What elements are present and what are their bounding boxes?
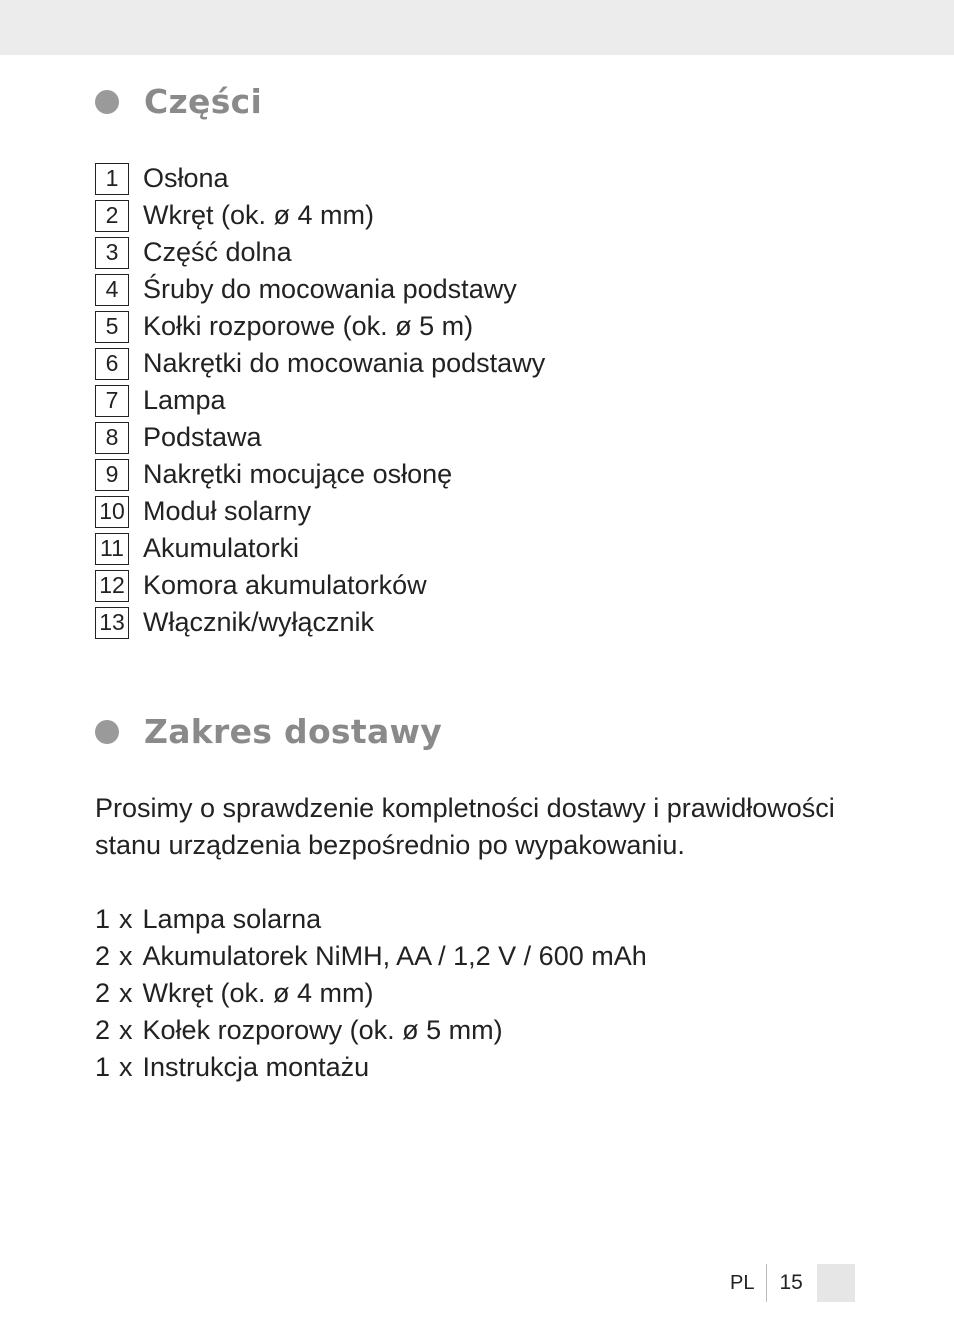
part-label: Osłona	[143, 163, 229, 193]
part-label: Śruby do mocowania podstawy	[143, 274, 517, 304]
list-item	[95, 938, 647, 975]
part-label: Akumulatorki	[143, 533, 300, 563]
part-number: 5	[95, 311, 129, 343]
item-label: Kołek rozporowy (ok. ø 5 mm)	[142, 1015, 503, 1045]
list-item	[95, 456, 545, 493]
bullet-icon	[95, 720, 119, 744]
parts-section-header	[95, 82, 262, 121]
item-quantity: 2	[95, 1015, 111, 1045]
item-quantity: 2	[95, 978, 111, 1008]
list-item	[95, 382, 545, 419]
list-item	[95, 567, 545, 604]
list-item	[95, 345, 545, 382]
item-label: Lampa solarna	[142, 904, 322, 934]
list-item	[95, 197, 545, 234]
part-number: 13	[95, 607, 129, 639]
part-label: Włącznik/wyłącznik	[143, 607, 375, 637]
part-number: 2	[95, 200, 129, 232]
part-number: 8	[95, 422, 129, 454]
item-quantity: 1	[95, 1052, 111, 1082]
delivery-list	[95, 901, 647, 1086]
item-quantity: 2	[95, 941, 111, 971]
list-item	[95, 308, 545, 345]
language-code: PL	[730, 1271, 755, 1294]
part-label: Nakrętki mocujące osłonę	[143, 459, 453, 489]
part-number: 6	[95, 348, 129, 380]
item-quantity: 1	[95, 904, 111, 934]
list-item	[95, 1049, 647, 1086]
part-label: Kołki rozporowe (ok. ø 5 m)	[143, 311, 474, 341]
times-sign: x	[119, 904, 133, 934]
part-number: 12	[95, 570, 129, 602]
part-label: Część dolna	[143, 237, 292, 267]
part-number: 1	[95, 163, 129, 195]
part-number: 3	[95, 237, 129, 269]
list-item	[95, 234, 545, 271]
part-label: Moduł solarny	[143, 496, 312, 526]
list-item	[95, 160, 545, 197]
list-item	[95, 975, 647, 1012]
delivery-section-header	[95, 712, 442, 751]
list-item	[95, 604, 545, 641]
page-number: 15	[779, 1271, 803, 1294]
list-item	[95, 1012, 647, 1049]
times-sign: x	[119, 978, 133, 1008]
part-label: Podstawa	[143, 422, 262, 452]
part-number: 9	[95, 459, 129, 491]
page-tab-marker	[817, 1264, 855, 1302]
page-footer	[730, 1264, 855, 1302]
part-number: 4	[95, 274, 129, 306]
list-item	[95, 901, 647, 938]
list-item	[95, 493, 545, 530]
delivery-heading: Zakres dostawy	[144, 712, 443, 751]
item-label: Wkręt (ok. ø 4 mm)	[142, 978, 374, 1008]
times-sign: x	[119, 941, 133, 971]
parts-list	[95, 160, 545, 641]
part-label: Nakrętki do mocowania podstawy	[143, 348, 546, 378]
list-item	[95, 271, 545, 308]
list-item	[95, 530, 545, 567]
part-label: Lampa	[143, 385, 226, 415]
part-label: Wkręt (ok. ø 4 mm)	[143, 200, 374, 230]
times-sign: x	[119, 1052, 133, 1082]
footer-divider	[766, 1264, 767, 1302]
part-number: 10	[95, 496, 129, 528]
delivery-intro: Prosimy o sprawdzenie kompletności dostawy i prawidłowości stanu urządzenia bezpośrednio po wypakowaniu.	[95, 793, 835, 860]
top-band	[0, 0, 954, 55]
list-item	[95, 419, 545, 456]
bullet-icon	[95, 90, 119, 114]
part-number: 11	[95, 533, 129, 565]
item-label: Akumulatorek NiMH, AA / 1,2 V / 600 mAh	[142, 941, 647, 971]
times-sign: x	[119, 1015, 133, 1045]
part-number: 7	[95, 385, 129, 417]
part-label: Komora akumulatorków	[143, 570, 427, 600]
parts-heading: Części	[144, 82, 263, 121]
item-label: Instrukcja montażu	[142, 1052, 370, 1082]
